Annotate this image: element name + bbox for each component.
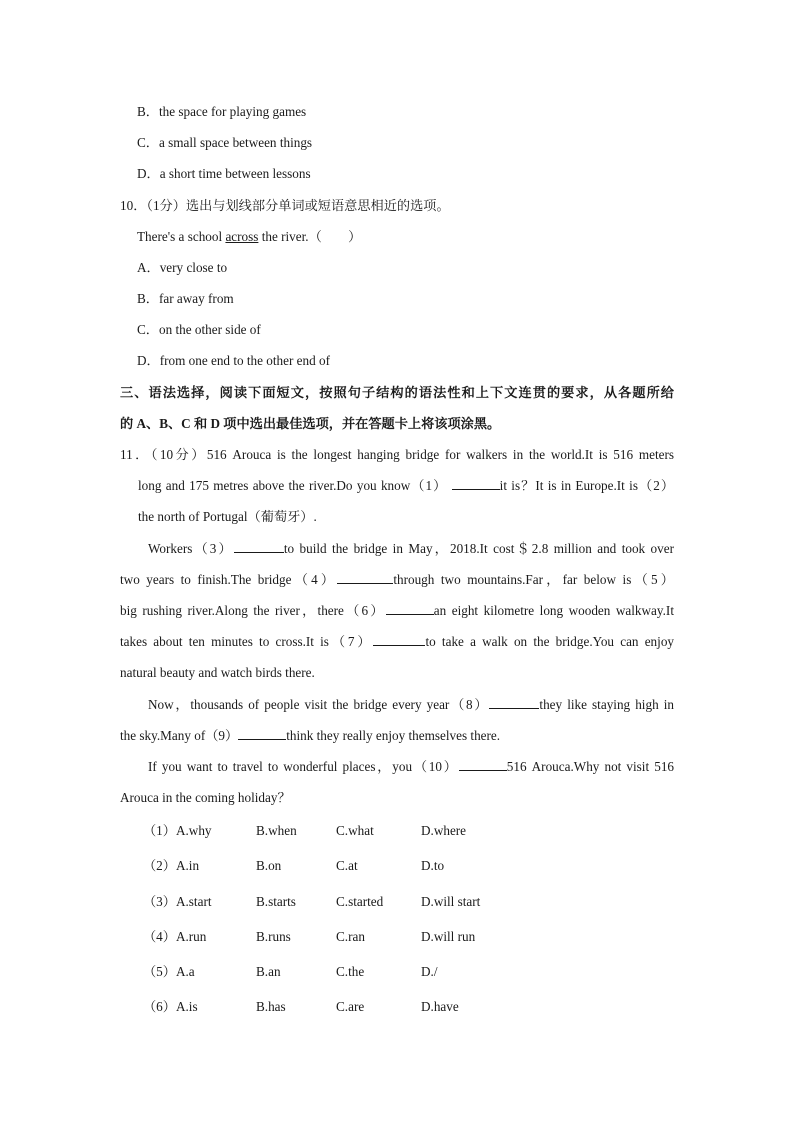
- blank-7: [373, 633, 425, 646]
- q11-line-11: [148, 758, 674, 776]
- choice-a: （4）A.run: [143, 929, 207, 944]
- q11-text: they like staying high in: [539, 697, 674, 712]
- choice-c: C.the: [336, 964, 365, 979]
- choice-c: C.what: [336, 823, 374, 838]
- choice-b: B.an: [256, 964, 281, 979]
- q9-option-b: B．the space for playing games: [137, 104, 307, 119]
- q11-text: an eight kilometre long wooden walkway.It: [433, 603, 674, 618]
- choice-c: C.are: [336, 999, 365, 1014]
- blank-8: [489, 696, 539, 709]
- q10-option-d: D．from one end to the other end of: [137, 353, 330, 368]
- section3-heading-line2: 的 A、B、C 和 D 项中选出最佳选项，并在答题卡上将该项涂黑。: [120, 416, 501, 431]
- q11-text: If you want to travel to wonderful places，you（10）: [148, 759, 459, 774]
- q11-line-4: [148, 540, 674, 558]
- q11-text: Now，thousands of people visit the bridge every year（8）: [148, 697, 490, 712]
- choice-b: B.starts: [256, 894, 296, 909]
- q11-line-3: the north of Portugal（葡萄牙）.: [138, 509, 317, 524]
- blank-3: [234, 540, 284, 553]
- q10-sentence-pre: There's a school: [137, 229, 226, 244]
- q10-stem: 10．（1分）选出与划线部分单词或短语意思相近的选项。: [120, 198, 450, 213]
- q11-text: it is？It is in Europe.It is（2）: [499, 478, 675, 493]
- choice-c: C.ran: [336, 929, 365, 944]
- choice-a: （1）A.why: [143, 823, 212, 838]
- choice-b: B.when: [256, 823, 297, 838]
- q11-text: long and 175 metres above the river.Do you know（1）: [138, 478, 448, 493]
- q11-line-10: [120, 727, 500, 745]
- blank-6: [386, 602, 434, 615]
- q10-sentence: [137, 228, 361, 246]
- choice-d: D.will start: [421, 894, 481, 909]
- choice-a: （3）A.start: [143, 894, 212, 909]
- choice-b: B.has: [256, 999, 286, 1014]
- q11-line-5: [120, 571, 674, 589]
- q10-underlined-word: across: [225, 229, 259, 244]
- q11-line-9: [148, 696, 674, 714]
- choice-a: （6）A.is: [143, 999, 198, 1014]
- choice-b: B.runs: [256, 929, 291, 944]
- q11-text: to take a walk on the bridge.You can enjoy: [425, 634, 675, 649]
- q10-option-a: A．very close to: [137, 260, 228, 275]
- choice-d: D.where: [421, 823, 467, 838]
- q11-line-6: [120, 602, 674, 620]
- choice-c: C.at: [336, 858, 358, 873]
- blank-9: [238, 727, 286, 740]
- q11-line-8: natural beauty and watch birds there.: [120, 665, 315, 680]
- q10-sentence-post: the river.（ ）: [258, 229, 362, 244]
- q11-text: takes about ten minutes to cross.It is（7）: [120, 634, 374, 649]
- q11-text: big rushing river.Along the river，there（6）: [120, 603, 386, 618]
- q11-text: through two mountains.Far，far below is（5）: [393, 572, 674, 587]
- section3-heading-line1: 三、语法选择，阅读下面短文，按照句子结构的语法性和上下文连贯的要求，从各题所给: [120, 385, 674, 400]
- q10-option-b: B．far away from: [137, 291, 234, 306]
- q11-line-7: [120, 633, 674, 651]
- q11-text: Workers（3）: [148, 541, 234, 556]
- q11-line-1: 11．（10分）516 Arouca is the longest hanging bridge for walkers in the world.It is 516 meters: [120, 447, 674, 462]
- choice-a: （5）A.a: [143, 964, 195, 979]
- choice-d: D.have: [421, 999, 459, 1014]
- q11-line-2: [138, 477, 674, 495]
- blank-4: [337, 571, 393, 584]
- q11-text: the sky.Many of（9）: [120, 728, 239, 743]
- choice-d: D./: [421, 964, 438, 979]
- q9-option-d: D．a short time between lessons: [137, 166, 311, 181]
- choice-c: C.started: [336, 894, 384, 909]
- choice-b: B.on: [256, 858, 282, 873]
- q11-text: 516 Arouca.Why not visit 516: [506, 759, 675, 774]
- q11-line-12: Arouca in the coming holiday？: [120, 790, 291, 805]
- q11-text: two years to finish.The bridge（4）: [120, 572, 338, 587]
- q11-text: to build the bridge in May，2018.It cost＄2.8 million and took over: [283, 541, 674, 556]
- q9-option-c: C．a small space between things: [137, 135, 313, 150]
- choice-a: （2）A.in: [143, 858, 200, 873]
- blank-10: [459, 758, 507, 771]
- q10-option-c: C．on the other side of: [137, 322, 261, 337]
- q11-text: think they really enjoy themselves there.: [286, 728, 501, 743]
- choice-d: D.to: [421, 858, 445, 873]
- choice-d: D.will run: [421, 929, 476, 944]
- blank-1: [452, 477, 500, 490]
